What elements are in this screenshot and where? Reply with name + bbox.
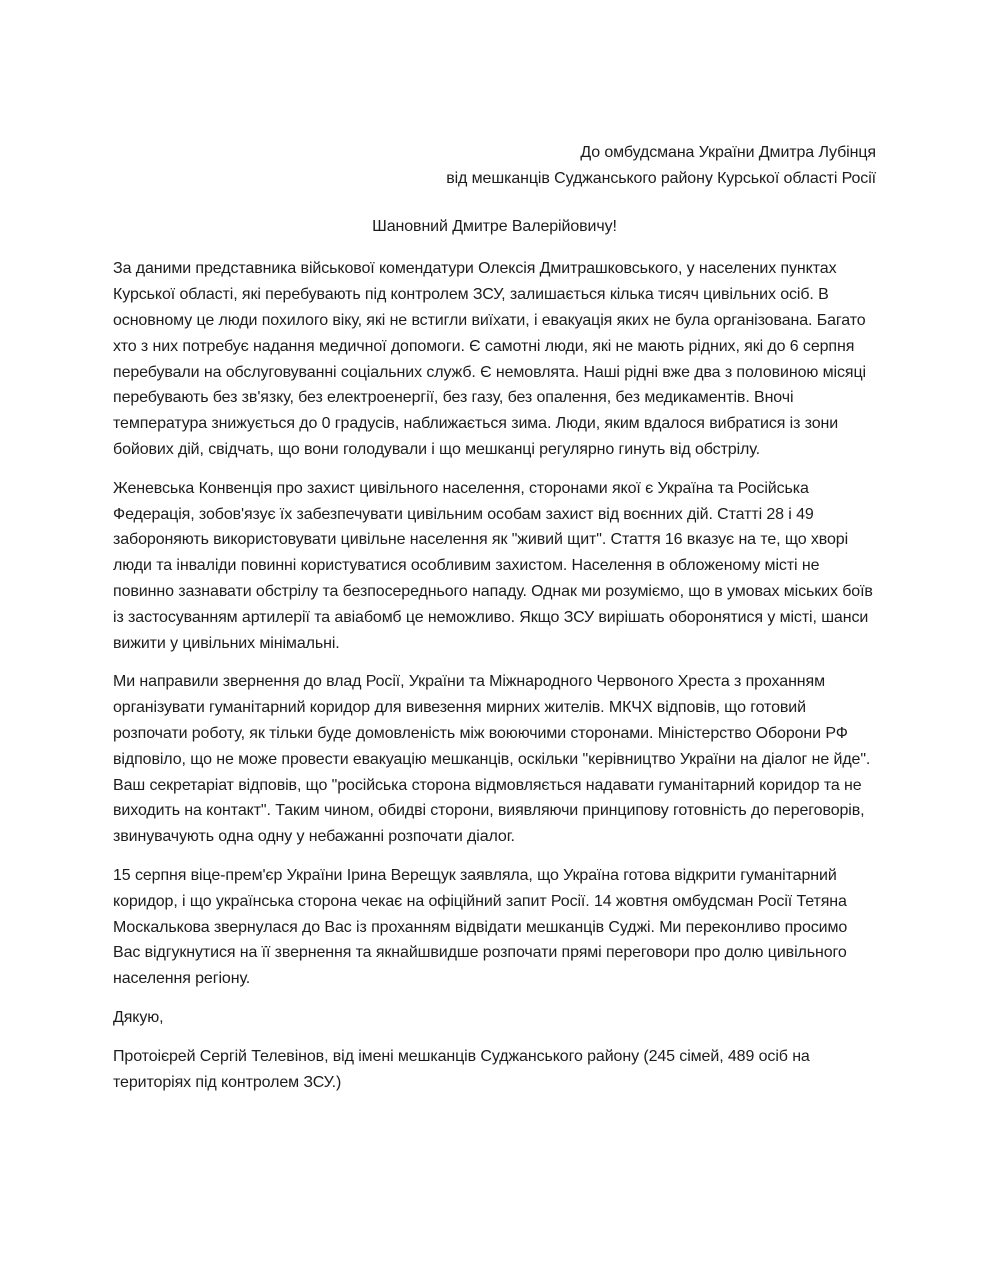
signature: Протоієрей Сергій Телевінов, від імені мешканців Суджанського району (245 сімей, 489 осіб на територіях під контролем ЗСУ.) [113,1047,810,1091]
body-paragraph-3: Ми направили звернення до влад Росії, України та Міжнародного Червоного Хреста з проханням організувати гуманітарний коридор для вивезення мирних жителів. МКЧХ відповів, що готовий розпочати роботу, як тільки буде домовленість між воюючими сторонами. Міністерство Оборони РФ відповіло, що не може провести евакуацію мешканців, оскільки "керівництво України на діалог не йде". Ваш секретаріат відповів, що "російська сторона відмовляється надавати гуманітарний коридор та не виходить на контакт". Таким чином, обидві сторони, виявляючи принципову готовність до переговорів, звинувачують одна одну у небажанні розпочати діалог. [113,673,871,846]
recipient-block [113,140,876,192]
body-paragraph-2: Женевська Конвенція про захист цивільного населення, сторонами якої є Україна та Російська Федерація, зобов'язує їх забезпечувати цивільним особам захист від воєнних дій. Статті 28 і 49 забороняють використовувати цивільне населення як "живий щит". Стаття 16 вказує на те, що хворі люди та інваліди повинні користуватися особливим захистом. Населення в обложеному місті не повинно зазнавати обстрілу та безпосереднього нападу. Однак ми розуміємо, що в умовах міських боїв із застосуванням артилерії та авіабомб це неможливо. Якщо ЗСУ вирішать оборонятися у місті, шанси вижити у цивільних мінімальні. [113,479,873,652]
body-paragraph-4: 15 серпня віце-прем'єр України Ірина Верещук заявляла, що Україна готова відкрити гуманітарний коридор, і що українська сторона чекає на офіційний запит Росії. 14 жовтня омбудсман Росії Тетяна Москалькова звернулася до Вас із проханням відвідати мешканців Суджі. Ми переконливо просимо Вас відгукнутися на її звернення та якнайшвидше розпочати прямі переговори про долю цивільного населення регіону. [113,866,848,988]
salutation: Шановний Дмитре Валерійовичу! [372,217,617,235]
recipient-line-2: від мешканців Суджанського району Курської області Росії [446,169,876,187]
recipient-line-1: До омбудсмана України Дмитра Лубінця [580,144,876,161]
closing: Дякую, [113,1008,164,1026]
body-paragraph-1: За даними представника військової комендатури Олексія Дмитрашковського, у населених пунктах Курської області, які перебувають під контролем ЗСУ, залишається кілька тисяч цивільних осіб. В основному це люди похилого віку, які не встигли виїхати, і евакуація яких не була організована. Багато хто з них потребує надання медичної допомоги. Є самотні люди, які не мають рідних, які до 6 серпня перебували на обслуговуванні соціальних служб. Є немовлята. Наші рідні вже два з половиною місяці перебувають без зв'язку, без електроенергії, без газу, без опалення, без медикаментів. Вночі температура знижується до 0 градусів, наближається зима. Люди, яким вдалося вибратися із зони бойових дій, свідчать, що вони голодували і що мешканці регулярно гинуть від обстрілу. [113,260,866,458]
